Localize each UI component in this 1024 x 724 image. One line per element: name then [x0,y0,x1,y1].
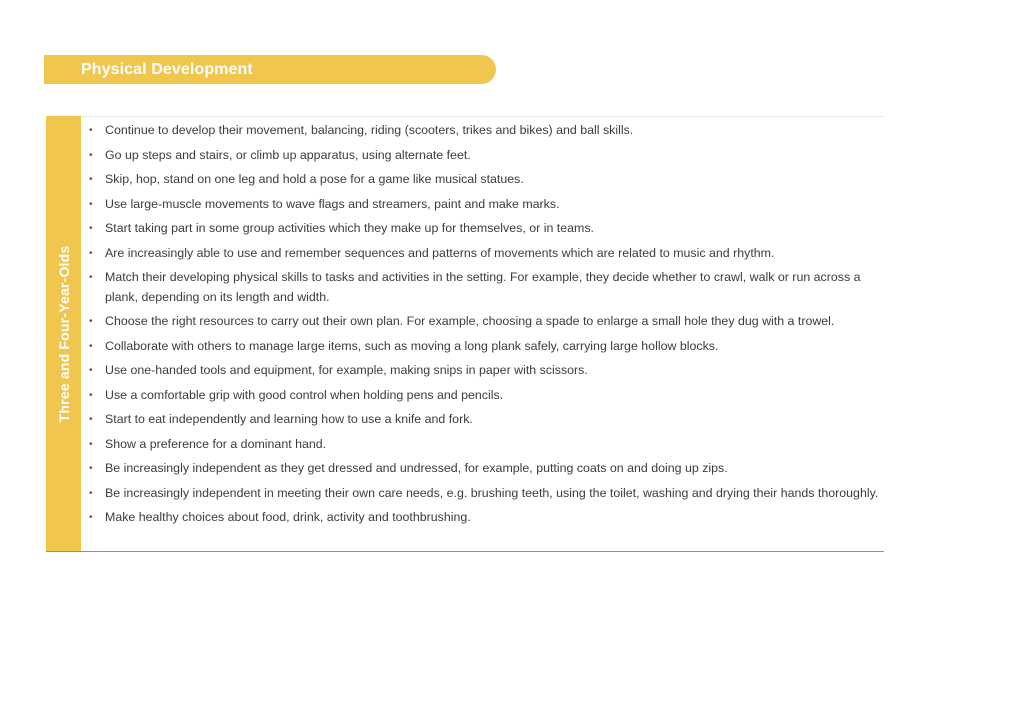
bullet-icon: • [89,365,93,376]
list-item [89,410,884,430]
bullet-icon: • [89,414,93,425]
list-item-text: Are increasingly able to use and remember sequences and patterns of movements which are related to music and rhythm. [105,245,775,260]
content-panel [46,116,884,552]
bullet-icon: • [89,223,93,234]
list-item-text: Go up steps and stairs, or climb up apparatus, using alternate feet. [105,147,471,162]
bullet-icon: • [89,247,93,259]
bullet-icon: • [89,438,93,450]
list-item [89,459,884,479]
bullet-icon: • [89,389,93,401]
list-item [89,195,884,215]
list-item-text: Use one-handed tools and equipment, for example, making snips in paper with scissors. [105,363,588,377]
bullet-icon: • [89,487,93,499]
list-item [89,386,884,406]
list-item-text: Use large-muscle movements to wave flags and streamers, paint and make marks. [105,196,560,211]
age-group-tab [46,116,81,551]
list-item-text: Start to eat independently and learning how to use a knife and fork. [105,412,473,426]
bullet-icon: • [89,174,93,185]
list-item-text: Continue to develop their movement, balancing, riding (scooters, trikes and bikes) and ball skills. [105,123,634,137]
bullet-icon: • [89,198,93,210]
bullet-icon: • [89,125,93,136]
list-item [89,121,884,141]
bullet-icon: • [89,272,93,283]
list-item [89,219,884,239]
list-item-text: Make healthy choices about food, drink, activity and toothbrushing. [105,510,471,524]
list-item-text: Match their developing physical skills to tasks and activities in the setting. For example, they decide whether to crawl, walk or run across a plank, depending on its length and width. [105,270,861,304]
bullet-icon: • [89,316,93,327]
section-banner [44,55,496,84]
list-item [89,435,884,455]
list-item [89,312,884,332]
list-item [89,170,884,190]
section-title: Physical Development [81,60,253,78]
bullet-icon: • [89,340,93,352]
age-group-label: Three and Four-Year-Olds [55,245,72,422]
list-item-text: Skip, hop, stand on one leg and hold a pose for a game like musical statues. [105,172,524,186]
development-list [89,121,884,533]
list-item [89,244,884,264]
list-item [89,508,884,528]
list-item [89,146,884,166]
bullet-icon: • [89,463,93,474]
list-item [89,361,884,381]
list-item-text: Collaborate with others to manage large items, such as moving a long plank safely, carrying large hollow blocks. [105,338,719,353]
bullet-icon: • [89,512,93,523]
list-item [89,268,884,307]
list-item-text: Be increasingly independent as they get dressed and undressed, for example, putting coats on and doing up zips. [105,461,728,475]
list-item-text: Show a preference for a dominant hand. [105,436,327,451]
list-item-text: Start taking part in some group activities which they make up for themselves, or in teams. [105,221,594,235]
list-item [89,484,884,504]
list-item-text: Use a comfortable grip with good control when holding pens and pencils. [105,387,504,402]
list-item [89,337,884,357]
bullet-icon: • [89,149,93,161]
list-item-text: Be increasingly independent in meeting their own care needs, e.g. brushing teeth, using the toilet, washing and drying their hands thoroughly. [105,485,879,500]
list-item-text: Choose the right resources to carry out their own plan. For example, choosing a spade to enlarge a small hole they dug with a trowel. [105,314,835,328]
top-divider [81,116,884,117]
